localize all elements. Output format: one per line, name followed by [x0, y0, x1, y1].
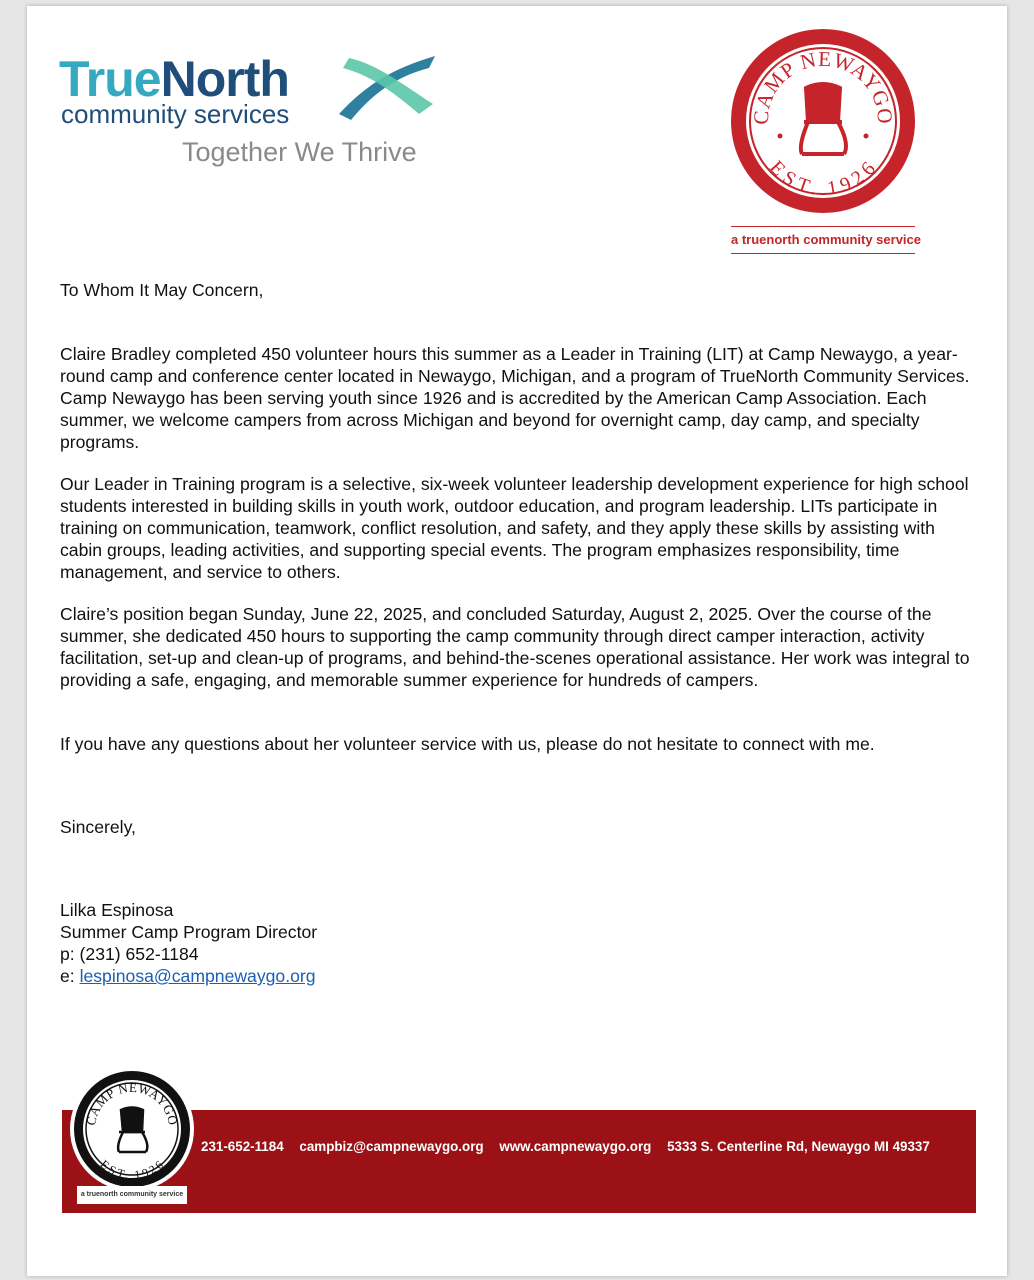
truenorth-logo	[59, 50, 439, 175]
footer-website: www.campnewaygo.org	[499, 1139, 652, 1154]
footer-seal-bottom-text: EST. 1926	[97, 1156, 167, 1182]
email-link[interactable]: lespinosa@campnewaygo.org	[79, 966, 316, 986]
footer-seal-subtitle: a truenorth community service	[77, 1186, 187, 1204]
truenorth-tagline: Together We Thrive	[182, 137, 417, 167]
salutation: To Whom It May Concern,	[60, 280, 264, 300]
signer-phone: p: (231) 652-1184	[60, 944, 199, 964]
signer-title: Summer Camp Program Director	[60, 922, 318, 942]
seal-top-text: CAMP NEWAYGO	[748, 46, 898, 126]
paragraph-4: If you have any questions about her volunteer service with us, please do not hesitate to connect with me.	[60, 734, 875, 754]
seal-bottom-text: EST. 1926	[765, 156, 881, 200]
truenorth-word-north: North	[160, 51, 289, 107]
camp-newaygo-seal	[728, 26, 918, 216]
signer-name: Lilka Espinosa	[60, 900, 174, 920]
email-prefix: e:	[60, 966, 80, 986]
paragraph-3: Claire’s position began Sunday, June 22, 2025, and concluded Saturday, August 2, 2025. Over the course of the summer, she dedicated 450 hours to supporting the camp community through direct camper interaction, activity facilitation, set-up and clean-up of programs, and behind-the-scenes operational assistance. Her work was integral to providing a safe, engaging, and memorable summer experience for hundreds of campers.	[60, 604, 970, 690]
footer-contact	[201, 1138, 942, 1156]
signature-block	[60, 899, 972, 987]
footer-phone: 231-652-1184	[201, 1139, 284, 1154]
closing: Sincerely,	[60, 817, 136, 837]
letter-page	[27, 6, 1007, 1276]
footer-seal	[69, 1066, 195, 1192]
footer-address: 5333 S. Centerline Rd, Newaygo MI 49337	[667, 1139, 930, 1154]
truenorth-word-true: True	[59, 51, 161, 107]
paragraph-2: Our Leader in Training program is a selective, six-week volunteer leadership development experience for high school students interested in building skills in youth work, outdoor education, and program leadership. LITs participate in training on communication, teamwork, conflict resolution, and safety, and they apply these skills by assisting with cabin groups, leading activities, and supporting special events. The program emphasizes responsibility, time management, and service to others.	[60, 474, 969, 582]
footer-email: campbiz@campnewaygo.org	[299, 1139, 484, 1154]
paragraph-1: Claire Bradley completed 450 volunteer hours this summer as a Leader in Training (LIT) at Camp Newaygo, a year-round camp and conference center located in Newaygo, Michigan, and a program of TrueNorth Community Services. Camp Newaygo has been serving youth since 1926 and is accredited by the American Camp Association. Each summer, we welcome campers from across Michigan and beyond for overnight camp, day camp, and specialty programs.	[60, 344, 970, 452]
footer-bar	[62, 1110, 976, 1213]
signer-email-line	[60, 965, 972, 987]
truenorth-swoosh-icon	[337, 54, 437, 124]
truenorth-community-services: community services	[61, 99, 290, 129]
footer-seal-top-text: CAMP NEWAYGO	[83, 1079, 181, 1127]
camp-newaygo-subtitle: a truenorth community service	[731, 226, 915, 254]
